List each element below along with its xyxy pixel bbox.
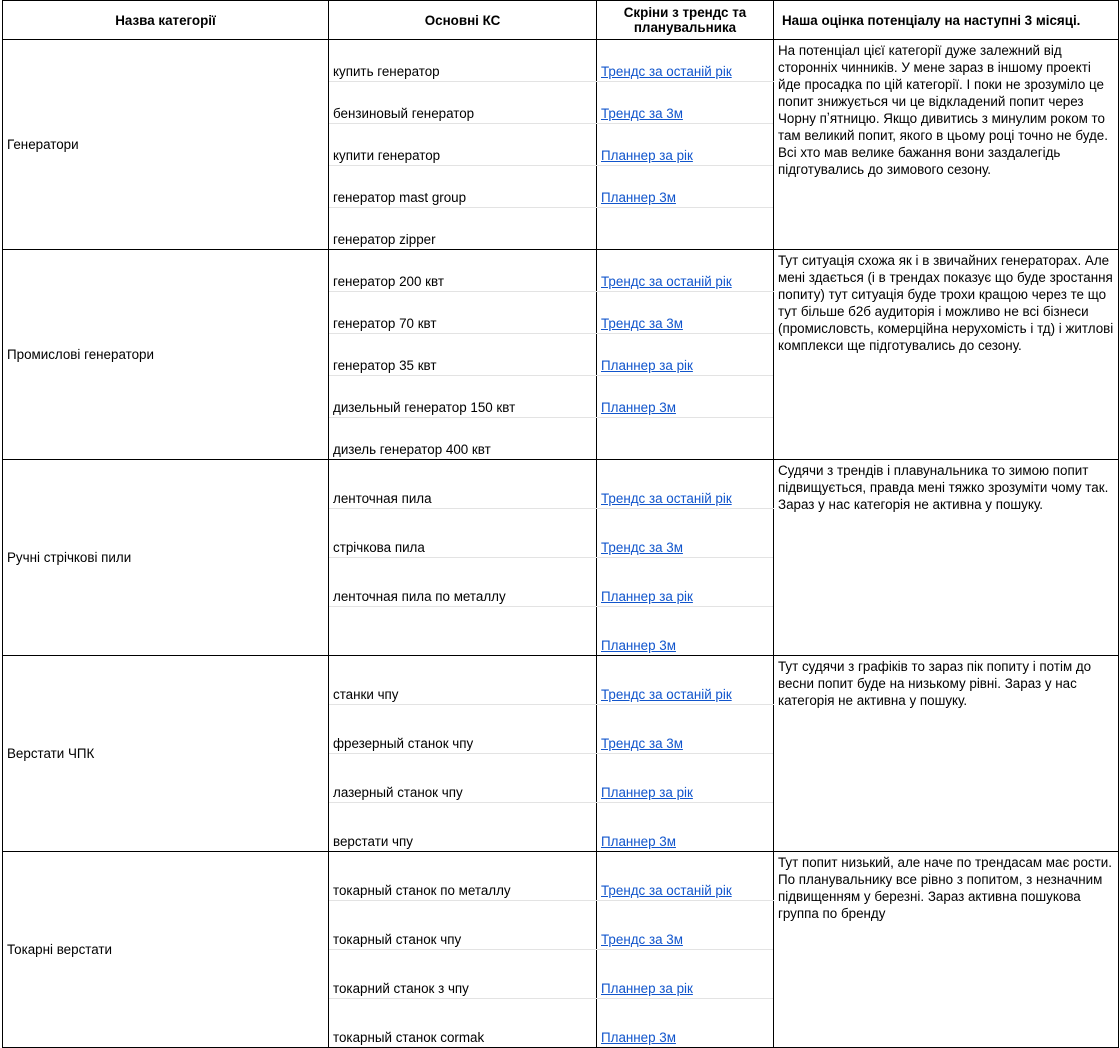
screens-cell[interactable] (597, 901, 774, 950)
table-row (3, 40, 1119, 82)
screens-cell[interactable] (597, 418, 774, 460)
screens-link[interactable]: Трендс за 3м (601, 736, 683, 751)
keyword-cell[interactable]: токарний станок з чпу (329, 950, 597, 999)
screens-cell[interactable] (597, 656, 774, 705)
header-keywords: Основні КС (329, 1, 597, 40)
keyword-cell[interactable]: купить генератор (329, 40, 597, 82)
screens-link[interactable]: Планнер за рік (601, 785, 693, 800)
keyword-cell[interactable]: станки чпу (329, 656, 597, 705)
screens-link[interactable]: Трендс за 3м (601, 316, 683, 331)
table-body (3, 40, 1119, 1048)
keyword-cell[interactable]: токарный станок cormak (329, 999, 597, 1048)
assessment-cell[interactable]: На потенціал цієї категорії дуже залежний від сторонніх чинників. У мене зараз в іншому проекті йде просадка по цій категорії. І поки не зрозуміло це попит знижується чи це відкладений попит через Чорну пʼятницю. Якщо дивитись з минулим роком то там великий попит, якого в цьому році точно не буде. Всі хто мав велике бажання вони заздалегідь підготувались до зимового сезону. (774, 40, 1119, 250)
screens-link[interactable]: Трендс за останій рік (601, 687, 732, 702)
header-screens: Скріни з трендс та планувальника (597, 1, 774, 40)
screens-cell[interactable] (597, 803, 774, 852)
category-cell[interactable]: Генератори (3, 40, 329, 250)
category-cell[interactable]: Промислові генератори (3, 250, 329, 460)
assessment-cell[interactable]: Тут попит низький, але наче по трендасам має рости. По планувальнику все рівно з попитом, з незначним підвищенням у березні. Зараз активна пошукова группа по бренду (774, 852, 1119, 1048)
keyword-cell[interactable]: ленточная пила по металлу (329, 558, 597, 607)
screens-cell[interactable] (597, 250, 774, 292)
screens-link[interactable]: Планнер за рік (601, 148, 693, 163)
table-row (3, 460, 1119, 509)
keyword-cell[interactable]: дизель генератор 400 квт (329, 418, 597, 460)
header-row (3, 1, 1119, 40)
assessment-cell[interactable]: Судячи з трендів і плавунальника то зимою попит підвищується, правда мені тяжко зрозуміти чому так. Зараз у нас категорія не активна у пошуку. (774, 460, 1119, 656)
screens-link[interactable]: Планнер 3м (601, 638, 676, 653)
screens-link[interactable]: Трендс за останій рік (601, 883, 732, 898)
screens-link[interactable]: Планнер за рік (601, 589, 693, 604)
category-cell[interactable]: Токарні верстати (3, 852, 329, 1048)
screens-cell[interactable] (597, 509, 774, 558)
screens-link[interactable]: Планнер 3м (601, 1030, 676, 1045)
keyword-cell[interactable]: генератор 35 квт (329, 334, 597, 376)
table-row (3, 852, 1119, 901)
table-row (3, 250, 1119, 292)
category-table (2, 0, 1119, 1048)
screens-link[interactable]: Планнер за рік (601, 981, 693, 996)
screens-link[interactable]: Трендс за 3м (601, 932, 683, 947)
screens-cell[interactable] (597, 376, 774, 418)
keyword-cell[interactable] (329, 607, 597, 656)
screens-cell[interactable] (597, 950, 774, 999)
keyword-cell[interactable]: верстати чпу (329, 803, 597, 852)
assessment-cell[interactable]: Тут судячи з графіків то зараз пік попиту і потім до весни попит буде на низькому рівні. Зараз у нас категорія не активна у пошуку. (774, 656, 1119, 852)
keyword-cell[interactable]: дизельный генератор 150 квт (329, 376, 597, 418)
category-cell[interactable]: Верстати ЧПК (3, 656, 329, 852)
keyword-cell[interactable]: лазерный станок чпу (329, 754, 597, 803)
category-cell[interactable]: Ручні стрічкові пили (3, 460, 329, 656)
screens-cell[interactable] (597, 334, 774, 376)
screens-link[interactable]: Трендс за останій рік (601, 64, 732, 79)
keyword-cell[interactable]: генератор mast group (329, 166, 597, 208)
screens-cell[interactable] (597, 558, 774, 607)
spreadsheet (2, 0, 1118, 1045)
keyword-cell[interactable]: ленточная пила (329, 460, 597, 509)
screens-link[interactable]: Трендс за 3м (601, 540, 683, 555)
screens-cell[interactable] (597, 292, 774, 334)
screens-cell[interactable] (597, 40, 774, 82)
screens-cell[interactable] (597, 754, 774, 803)
header-category: Назва категорії (3, 1, 329, 40)
screens-cell[interactable] (597, 852, 774, 901)
keyword-cell[interactable]: фрезерный станок чпу (329, 705, 597, 754)
keyword-cell[interactable]: генератор 200 квт (329, 250, 597, 292)
screens-link[interactable]: Планнер 3м (601, 834, 676, 849)
screens-cell[interactable] (597, 607, 774, 656)
keyword-cell[interactable]: стрічкова пила (329, 509, 597, 558)
screens-cell[interactable] (597, 705, 774, 754)
keyword-cell[interactable]: токарный станок по металлу (329, 852, 597, 901)
screens-cell[interactable] (597, 166, 774, 208)
header-potential: Наша оцінка потенціалу на наступні 3 місяці. (774, 1, 1119, 40)
screens-cell[interactable] (597, 460, 774, 509)
screens-link[interactable]: Трендс за 3м (601, 106, 683, 121)
assessment-cell[interactable]: Тут ситуація схожа як і в звичайних генераторах. Але мені здається (і в трендах показує що буде зростання попиту) тут ситуація буде трохи кращою через те що тут більше б2б аудиторія і можливо не всі бізнеси (промисловсть, комерційна нерухомість і тд) і житлові комплекси ще підготувались до сезону. (774, 250, 1119, 460)
screens-cell[interactable] (597, 208, 774, 250)
keyword-cell[interactable]: генератор 70 квт (329, 292, 597, 334)
keyword-cell[interactable]: бензиновый генератор (329, 82, 597, 124)
screens-cell[interactable] (597, 999, 774, 1048)
screens-link[interactable]: Трендс за останій рік (601, 491, 732, 506)
screens-cell[interactable] (597, 82, 774, 124)
screens-link[interactable]: Трендс за останій рік (601, 274, 732, 289)
screens-link[interactable]: Планнер 3м (601, 400, 676, 415)
screens-link[interactable]: Планнер 3м (601, 190, 676, 205)
keyword-cell[interactable]: генератор zipper (329, 208, 597, 250)
keyword-cell[interactable]: купити генератор (329, 124, 597, 166)
screens-link[interactable]: Планнер за рік (601, 358, 693, 373)
keyword-cell[interactable]: токарный станок чпу (329, 901, 597, 950)
screens-cell[interactable] (597, 124, 774, 166)
table-row (3, 656, 1119, 705)
